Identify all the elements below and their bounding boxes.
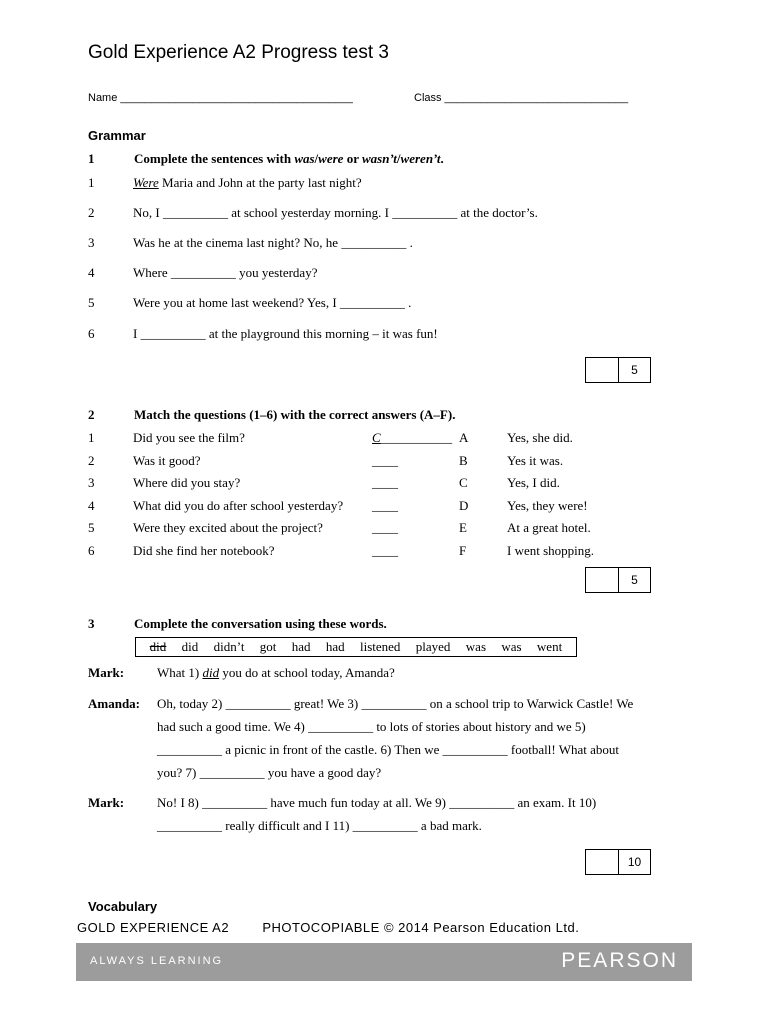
score-total: 5: [631, 573, 638, 587]
dialogue-line: No! I 8) __________ have much fun today at all. We 9) __________ an exam. It 10): [157, 795, 597, 810]
score-input-cell[interactable]: [586, 850, 619, 874]
score-box: [585, 567, 651, 593]
word-bank-item: was: [501, 639, 522, 654]
ex2-item-number: 1: [88, 430, 95, 445]
pearson-banner: [76, 943, 692, 981]
ex1-number: 1: [88, 151, 95, 166]
ex2-item-number: 3: [88, 475, 95, 490]
ex2-answer-letter: F: [459, 543, 467, 558]
ex2-answer-letter: D: [459, 498, 469, 513]
ex2-item-number: 5: [88, 520, 95, 535]
ex1-item-text: Was he at the cinema last night? No, he __________ .: [133, 235, 413, 250]
ex2-answer-letter: C: [459, 475, 468, 490]
ex3-instruction: Complete the conversation using these words.: [134, 616, 387, 631]
ex2-answer: At a great hotel.: [507, 520, 591, 535]
ex1-item-number: 5: [88, 295, 95, 310]
ex1-item: [133, 175, 362, 191]
word-bank-item: got: [259, 639, 277, 654]
dialogue-text: you do at school today, Amanda?: [219, 665, 395, 680]
word-bank-item: was: [465, 639, 486, 654]
ex3-number: 3: [88, 616, 95, 631]
ex2-item-number: 6: [88, 543, 95, 558]
score-input-cell[interactable]: [586, 568, 619, 592]
ex1-instruction: Complete the sentences with was/were or wasn’t/weren’t.: [134, 151, 444, 166]
page-title: Gold Experience A2 Progress test 3: [88, 42, 389, 63]
dialogue-line: __________ really difficult and I 11) __________ a bad mark.: [157, 818, 482, 833]
word-bank-item: did: [149, 639, 167, 654]
ex1-item-number: 1: [88, 175, 95, 190]
word-bank-item: had: [325, 639, 345, 654]
word-bank-item: listened: [360, 639, 401, 654]
copyright: PHOTOCOPIABLE © 2014 Pearson Education Ltd.: [262, 920, 580, 935]
ex2-question: Did she find her notebook?: [133, 543, 275, 558]
score-total: 10: [627, 855, 642, 869]
example-answer: did: [202, 665, 220, 680]
dialogue-line: Oh, today 2) __________ great! We 3) __________ on a school trip to Warwick Castle! We: [157, 696, 634, 711]
ex1-item-number: 3: [88, 235, 95, 250]
ex2-answer: Yes, she did.: [507, 430, 573, 445]
score-input-cell[interactable]: [586, 358, 619, 382]
speaker-label: Mark:: [88, 665, 125, 680]
ex2-question: What did you do after school yesterday?: [133, 498, 344, 513]
footer-credit: [77, 920, 579, 935]
ex2-answer: Yes, I did.: [507, 475, 560, 490]
ex1-item-number: 6: [88, 326, 95, 341]
ex2-instruction: Match the questions (1–6) with the correct answers (A–F).: [134, 407, 456, 422]
name-field: Name ______________________________________: [88, 92, 353, 104]
book-name: GOLD EXPERIENCE A2: [77, 920, 230, 935]
pearson-logo: PEARSON: [561, 949, 678, 972]
ex2-answer-letter: A: [459, 430, 469, 445]
dialogue-text: What 1): [157, 665, 203, 680]
ex2-item-number: 2: [88, 453, 95, 468]
ex2-answer-blank: ____: [372, 498, 398, 513]
ex2-answer-blank: ____: [372, 475, 398, 490]
dialogue-line: [157, 665, 395, 681]
ex2-question: Were they excited about the project?: [133, 520, 323, 535]
dialogue-line: had such a good time. We 4) __________ to lots of stories about history and we 5): [157, 719, 586, 734]
ex1-item-text: No, I __________ at school yesterday morning. I __________ at the doctor’s.: [133, 205, 538, 220]
ex2-answer: I went shopping.: [507, 543, 595, 558]
ex2-answer-letter: E: [459, 520, 467, 535]
dialogue-line: you? 7) __________ you have a good day?: [157, 765, 382, 780]
word-bank-item: didn’t: [213, 639, 245, 654]
speaker-label: Amanda:: [88, 696, 141, 711]
word-bank-item: played: [415, 639, 451, 654]
ex2-answer-blank: ____: [372, 453, 398, 468]
ex2-answer-blank: ____: [372, 543, 398, 558]
ex1-item-text: Where __________ you yesterday?: [133, 265, 318, 280]
example-answer: Were: [133, 175, 159, 190]
ex2-answer: Yes, they were!: [507, 498, 588, 513]
tagline: ALWAYS LEARNING: [90, 955, 224, 967]
word-bank-item: went: [536, 639, 563, 654]
ex1-item-number: 4: [88, 265, 95, 280]
ex2-item-number: 4: [88, 498, 95, 513]
class-field: Class ______________________________: [414, 92, 629, 104]
ex1-item-text: Maria and John at the party last night?: [158, 175, 362, 190]
dialogue-line: __________ a picnic in front of the castle. 6) Then we __________ football! What about: [157, 742, 619, 757]
ex2-question: Did you see the film?: [133, 430, 245, 445]
word-bank: [135, 637, 577, 657]
ex2-number: 2: [88, 407, 95, 422]
ex2-answer-letter: B: [459, 453, 468, 468]
ex2-answer-blank: C___________: [372, 430, 453, 445]
ex1-item-text: I __________ at the playground this morning – it was fun!: [133, 326, 438, 341]
ex2-answer-blank: ____: [372, 520, 398, 535]
ex2-question: Where did you stay?: [133, 475, 241, 490]
score-box: [585, 357, 651, 383]
vocabulary-heading: Vocabulary: [88, 899, 158, 914]
ex1-item-text: Were you at home last weekend? Yes, I __________ .: [133, 295, 412, 310]
grammar-heading: Grammar: [88, 128, 146, 143]
score-box: [585, 849, 651, 875]
ex2-question: Was it good?: [133, 453, 201, 468]
score-total: 5: [631, 363, 638, 377]
speaker-label: Mark:: [88, 795, 125, 810]
word-bank-item: did: [181, 639, 199, 654]
word-bank-item: had: [291, 639, 311, 654]
ex1-item-number: 2: [88, 205, 95, 220]
ex2-answer: Yes it was.: [507, 453, 564, 468]
